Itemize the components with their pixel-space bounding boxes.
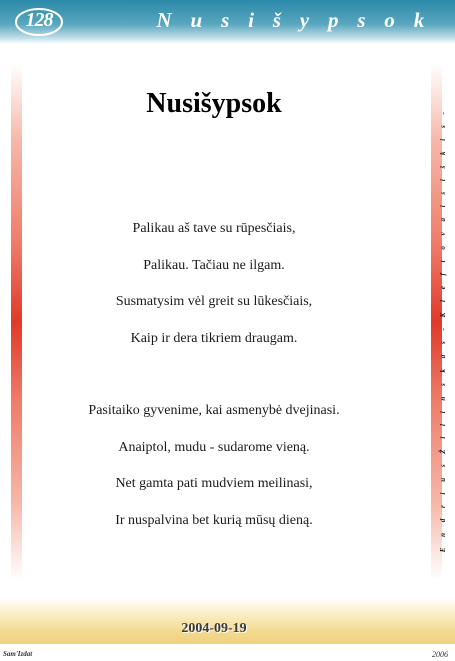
poem-line: Kaip ir dera tikriem draugam. [130, 330, 298, 346]
poem-line: Pasitaiko gyvenime, kai asmenybė dvejinasi. [88, 403, 340, 418]
year-credit: 2006 [432, 650, 448, 659]
poem-title: Nusišypsok [146, 88, 282, 119]
publisher-credit: Sam'Izdat [3, 650, 33, 658]
poem-stanza-2 [0, 400, 428, 546]
poem-date: 2004-09-19 [181, 621, 247, 636]
poem-line: Ir nuspalvina bet kurią mūsų dieną. [115, 512, 313, 528]
poem-line: Susmatysim vėl greit su lūkesčiais, [115, 294, 313, 309]
poem-line: Net gamta pati mudviem meilinasi, [115, 476, 313, 491]
poem-stanza-1 [0, 218, 428, 364]
logo-text: 128 [25, 9, 53, 31]
vertical-author-text: E n d r i u s Ž i l i n s k a s - K l e f t o v a i s i š k i s - [439, 107, 447, 553]
poem-line: Anaiptol, mudu - sudarome vieną. [118, 439, 310, 455]
header-title: N u s i š y p s o k [156, 8, 431, 32]
poem-line: Palikau. Tačiau ne ilgam. [143, 257, 285, 273]
poem-line: Palikau aš tave su rūpesčiais, [132, 221, 296, 236]
header-banner [0, 0, 455, 44]
